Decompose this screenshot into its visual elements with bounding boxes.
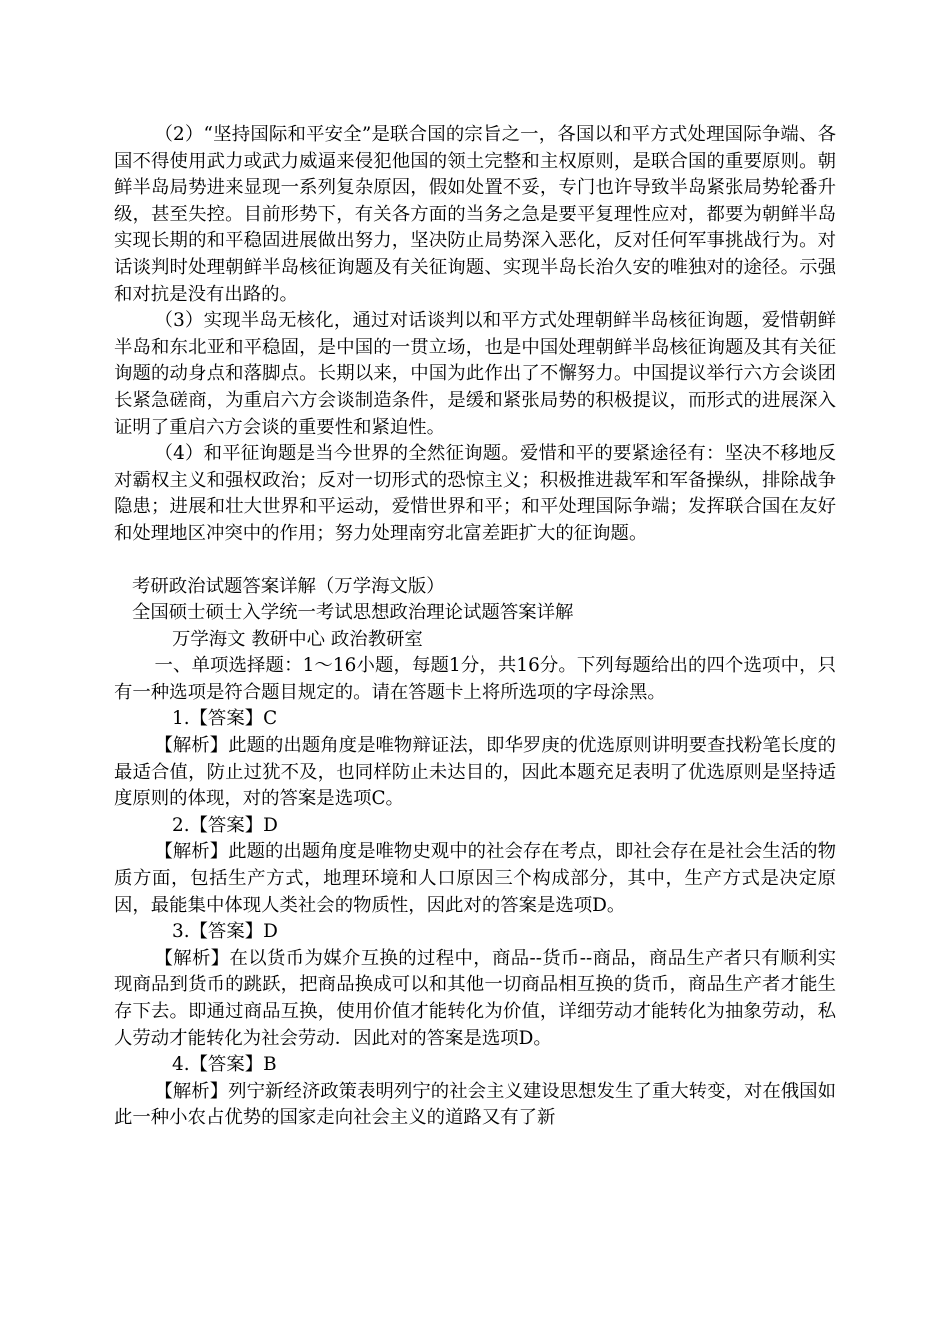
paragraph-q3-answer: （3）实现半岛无核化，通过对话谈判以和平方式处理朝鲜半岛核征询题，爱惜朝鲜半岛和东北亚和平稳固，是中国的一贯立场，也是中国处理朝鲜半岛核征询题及其有关征询题的动身点和落脚点。长期以来，中国为此作出了不懈努力。中国提议举行六方会谈团长紧急磋商，为重启六方会谈制造条件，是缓和紧张局势的积极提议，而形式的进展深入证明了重启六方会谈的重要性和紧迫性。 (114, 310, 836, 438)
analysis-3: 【解析】在以货币为媒介互换的过程中，商品--货币--商品，商品生产者只有顺利实现商品到货币的跳跃，把商品换成可以和其他一切商品相互换的货币，商品生产者才能生存下去。即通过商品互换，使用价值才能转化为价值，详细劳动才能转化为抽象劳动，私人劳动才能转化为社会劳动．因此对的答案是选项D。 (114, 947, 836, 1049)
document-subtitle: 全国硕士硕士入学统一考试思想政治理论试题答案详解 (132, 602, 574, 624)
section-intro: 一、单项选择题：1～16小题，每题1分，共16分。下列每题给出的四个选项中，只有一种选项是符合题目规定的。请在答题卡上将所选项的字母涂黑。 (114, 655, 836, 703)
document-page (114, 122, 836, 1132)
answer-3: 3.【答案】D (172, 921, 278, 943)
analysis-4: 【解析】列宁新经济政策表明列宁的社会主义建设思想发生了重大转变，对在俄国如此一种小农占优势的国家走向社会主义的道路又有了新 (114, 1080, 836, 1129)
analysis-2: 【解析】此题的出题角度是唯物史观中的社会存在考点，即社会存在是社会生活的物质方面，包括生产方式，地理环境和人口原因三个构成部分，其中，生产方式是决定原因，最能集中体现人类社会的物质性，因此对的答案是选项D。 (114, 841, 836, 916)
paragraph-q2-answer: （2）“坚持国际和平安全”是联合国的宗旨之一，各国以和平方式处理国际争端、各国不得使用武力或武力威逼来侵犯他国的领土完整和主权原则，是联合国的重要原则。朝鲜半岛局势进来显现一系列复杂原因，假如处置不妥，专门也许导致半岛紧张局势轮番升级，甚至失控。目前形势下，有关各方面的当务之急是要平复理性应对，都要为朝鲜半岛实现长期的和平稳固进展做出努力，坚决防止局势深入恶化，反对任何军事挑战行为。对话谈判时处理朝鲜半岛核征询题及有关征询题、实现半岛长治久安的唯独对的途径。示强和对抗是没有出路的。 (114, 124, 836, 305)
answer-2: 2.【答案】D (172, 814, 278, 836)
paragraph-q4-answer: （4）和平征询题是当今世界的全然征询题。爱惜和平的要紧途径有：坚决不移地反对霸权主义和强权政治；反对一切形式的恐惊主义；积极推进裁军和军备操纵，排除战争隐患；进展和壮大世界和平运动，爱惜世界和平；和平处理国际争端；发挥联合国在友好和处理地区冲突中的作用；努力处理南穷北富差距扩大的征询题。 (114, 443, 836, 544)
analysis-1: 【解析】此题的出题角度是唯物辩证法，即华罗庚的优选原则讲明要查找粉笔长度的最适合值，防止过犹不及，也同样防止未达目的，因此本题充足表明了优选原则是坚持适度原则的体现，对的答案是选项C。 (114, 735, 836, 810)
document-org: 万学海文 教研中心 政治教研室 (172, 628, 423, 650)
answer-4: 4.【答案】B (172, 1054, 277, 1076)
answer-1: 1.【答案】C (172, 708, 278, 730)
document-title: 考研政治试题答案详解（万学海文版） (132, 575, 445, 597)
